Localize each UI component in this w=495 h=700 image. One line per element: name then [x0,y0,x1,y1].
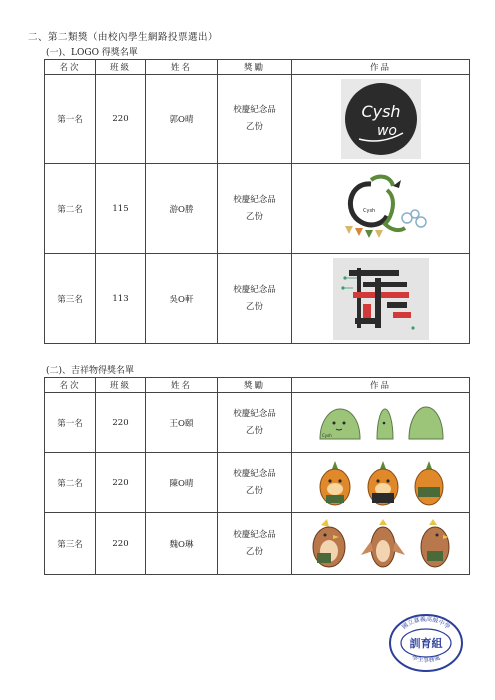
reward-item: 校慶紀念品 [233,468,276,479]
class-cell: 220 [96,393,146,453]
logo-award-table [44,59,470,344]
mascot-green-back-image [406,403,446,443]
header-class: 班級 [96,60,146,75]
reward-item: 校慶紀念品 [233,194,276,205]
reward-quantity: 乙份 [245,122,263,132]
name-cell: 陳O晴 [146,453,218,513]
header-class: 班級 [96,378,146,393]
logo-third-place-image [333,258,429,340]
reward-item: 校慶紀念品 [233,105,276,115]
header-rank: 名次 [45,378,96,393]
reward-cell [218,164,292,254]
name-cell: 王O頤 [146,393,218,453]
table-row [45,75,470,164]
name-cell: 郭O晴 [146,75,218,164]
seal-main-text: 訓育組 [409,637,443,650]
table-row [45,513,470,575]
name-cell: 吳O軒 [146,254,218,344]
class-cell: 220 [96,513,146,575]
table-row [45,393,470,453]
table-header-row [45,378,470,393]
header-name: 姓名 [146,378,218,393]
mascot-orange-front-image [316,457,354,509]
header-reward: 獎勵 [218,60,292,75]
table-row [45,453,470,513]
reward-cell [218,254,292,344]
work-cell [292,254,470,344]
logo-script-text-1: Cysh [360,102,401,121]
class-cell: 115 [96,164,146,254]
mascot-orange-pose-image [364,457,402,509]
reward-cell [218,75,292,164]
rank-cell: 第三名 [45,513,96,575]
reward-quantity: 乙份 [245,546,263,557]
mascot-bird-front-image [307,517,351,571]
section-title: 二、第二類獎（由校內學生網路投票選出） [28,32,219,43]
reward-quantity: 乙份 [245,425,263,436]
mascot-bird-side-image [415,517,455,571]
header-work: 作品 [292,378,470,393]
work-cell [292,393,470,453]
mascot-tag-text: Cysh [321,432,332,438]
table-header-row [45,60,470,75]
class-cell: 220 [96,75,146,164]
table-row [45,254,470,344]
class-cell: 220 [96,453,146,513]
logo-first-place-image [341,79,421,159]
logo-script-text-2: wo [376,123,397,139]
header-work: 作品 [292,60,470,75]
reward-item: 校慶紀念品 [233,408,276,419]
reward-cell [218,393,292,453]
seal-top-text: 國立嘉義高級中學 [400,615,452,631]
rank-cell: 第二名 [45,453,96,513]
mascot-award-table [44,377,470,575]
work-cell [292,453,470,513]
logo-section-title: (一)、LOGO 得獎名單 [46,48,138,58]
logo-small-text: Cysh [362,207,375,214]
mascot-green-side-image [374,403,396,443]
rank-cell: 第一名 [45,75,96,164]
work-cell [292,75,470,164]
reward-cell [218,453,292,513]
reward-quantity: 乙份 [245,211,263,222]
header-reward: 獎勵 [218,378,292,393]
reward-item: 校慶紀念品 [233,529,276,540]
class-cell: 113 [96,254,146,344]
name-cell: 魏O琳 [146,513,218,575]
rank-cell: 第一名 [45,393,96,453]
reward-quantity: 乙份 [245,301,263,312]
reward-cell [218,513,292,575]
rank-cell: 第二名 [45,164,96,254]
official-seal-stamp [388,613,464,673]
rank-cell: 第三名 [45,254,96,344]
name-cell: 游O勝 [146,164,218,254]
work-cell [292,164,470,254]
table-row [45,164,470,254]
logo-second-place-image [331,172,431,246]
mascot-green-front-image [316,403,364,443]
header-name: 姓名 [146,60,218,75]
work-cell [292,513,470,575]
mascot-bird-wings-image [361,517,405,571]
reward-item: 校慶紀念品 [233,284,276,295]
header-rank: 名次 [45,60,96,75]
reward-quantity: 乙份 [245,485,263,496]
mascot-section-title: (二)、吉祥物得獎名單 [46,366,135,376]
seal-bottom-text: 學生事務處 [410,654,442,664]
mascot-orange-back-image [412,457,446,509]
